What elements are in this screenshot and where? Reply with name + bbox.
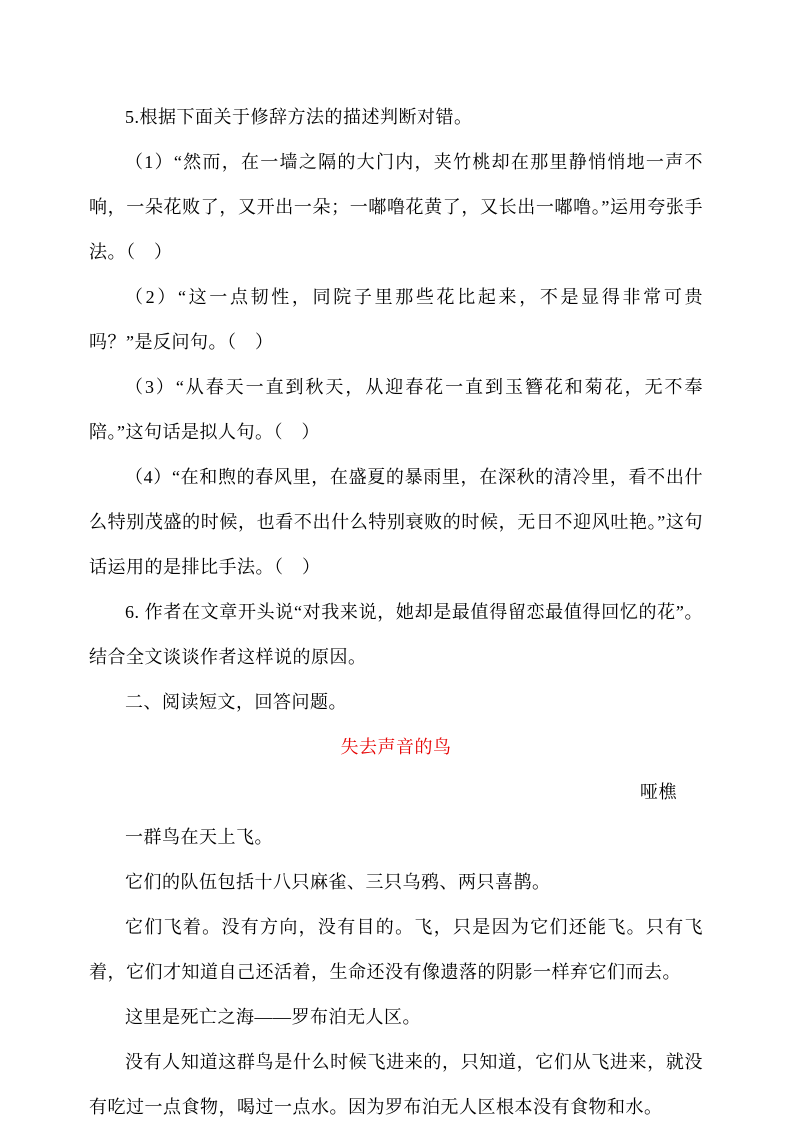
question-5-item-2: （2）“这一点韧性，同院子里那些花比起来，不是显得非常可贵吗？”是反问句。（ ） <box>89 287 703 352</box>
question-5-item-3: （3）“从春天一直到秋天，从迎春花一直到玉簪花和菊花，无不奉陪。”这句话是拟人句。（ ） <box>89 377 703 442</box>
section-2-heading: 二、阅读短文，回答问题。 <box>125 692 347 712</box>
reading-passage-title: 失去声音的鸟 <box>340 737 452 757</box>
document-body <box>89 95 703 1130</box>
question-5-heading: 5.根据下面关于修辞方法的描述判断对错。 <box>125 107 473 127</box>
reading-paragraph-2: 它们的队伍包括十八只麻雀、三只乌鸦、两只喜鹊。 <box>125 872 551 892</box>
reading-passage-author: 哑樵 <box>640 782 677 802</box>
reading-paragraph-4: 这里是死亡之海——罗布泊无人区。 <box>125 1007 421 1027</box>
reading-paragraph-3: 它们飞着。没有方向，没有目的。飞，只是因为它们还能飞。只有飞着，它们才知道自己还活着，生命还没有像遗落的阴影一样弃它们而去。 <box>89 917 703 982</box>
reading-paragraph-1: 一群鸟在天上飞。 <box>125 827 273 847</box>
question-5-item-4: （4）“在和煦的春风里，在盛夏的暴雨里，在深秋的清冷里，看不出什么特别茂盛的时候，也看不出什么特别衰败的时候，无日不迎风吐艳。”这句话运用的是排比手法。（ ） <box>89 467 703 577</box>
question-6-text: 6. 作者在文章开头说“对我来说，她却是最值得留恋最值得回忆的花”。结合全文谈谈作者这样说的原因。 <box>89 602 703 667</box>
question-5-item-1: （1）“然而，在一墙之隔的大门内，夹竹桃却在那里静悄悄地一声不响，一朵花败了，又开出一朵；一嘟噜花黄了，又长出一嘟噜。”运用夸张手法。（ ） <box>89 152 703 262</box>
reading-paragraph-5: 没有人知道这群鸟是什么时候飞进来的，只知道，它们从飞进来，就没有吃过一点食物，喝过一点水。因为罗布泊无人区根本没有食物和水。 <box>89 1052 703 1117</box>
